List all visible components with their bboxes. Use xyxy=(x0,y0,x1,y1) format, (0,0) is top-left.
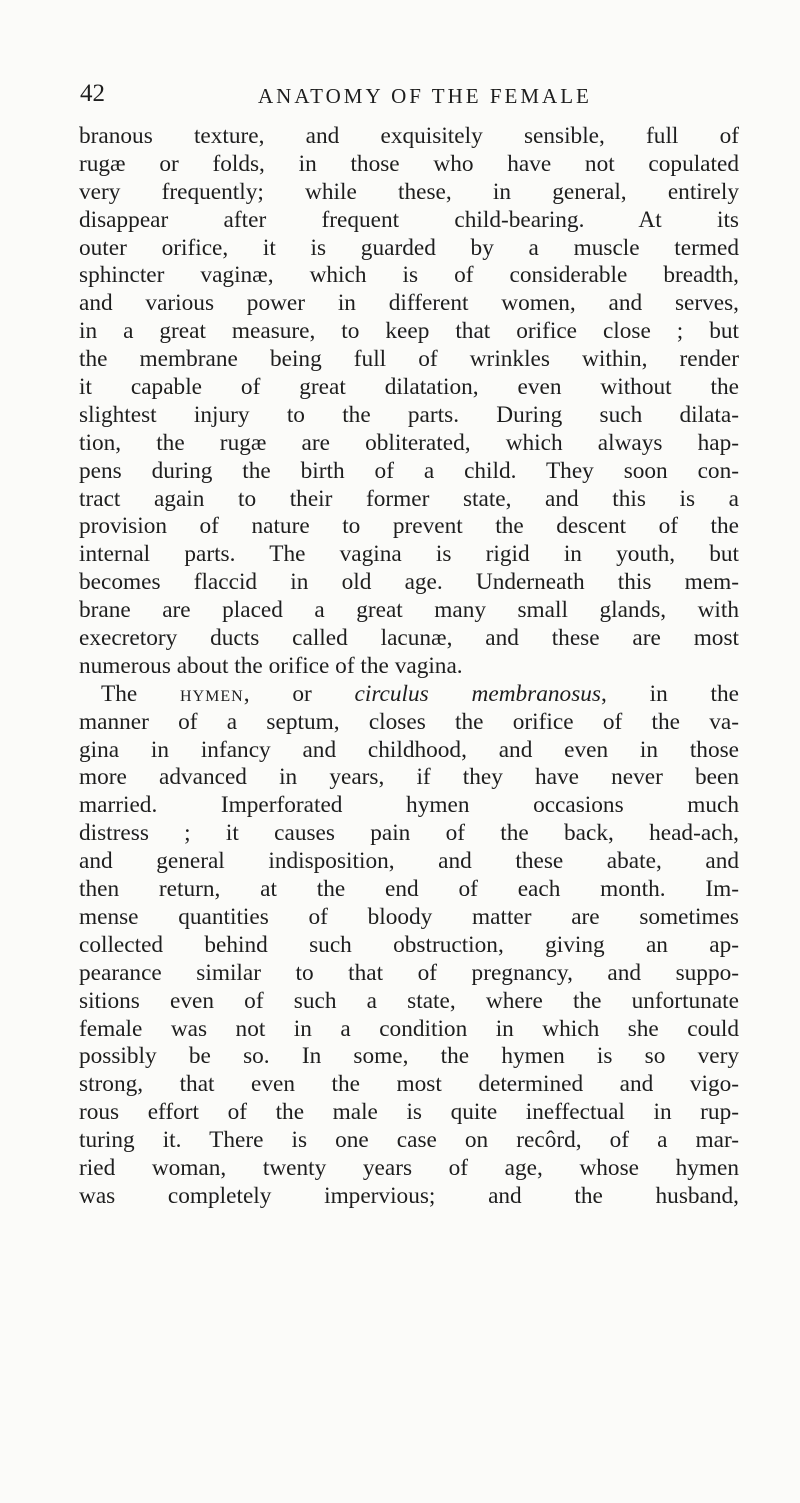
text-line: and general indisposition, and these abate, and xyxy=(79,848,739,875)
term-italic: circulus membranosus xyxy=(354,680,601,707)
text-line: pens during the birth of a child. They soon con- xyxy=(79,457,739,484)
text-line: female was not in a condition in which she could xyxy=(79,1015,739,1042)
text-line: ried woman, twenty years of age, whose hymen xyxy=(79,1154,739,1181)
text-line: internal parts. The vagina is rigid in youth, but xyxy=(79,541,739,568)
text-line: sphincter vaginæ, which is of considerable breadth, xyxy=(79,262,739,289)
text-line: mense quantities of bloody matter are sometimes xyxy=(79,903,739,930)
text-line: the membrane being full of wrinkles within, render xyxy=(79,346,739,373)
page-header xyxy=(80,80,740,120)
text-line: execretory ducts called lacunæ, and these are most xyxy=(79,625,739,652)
line-text: , in the xyxy=(600,680,739,707)
page-number: 42 xyxy=(80,80,105,107)
text-line: collected behind such obstruction, giving an ap- xyxy=(79,931,739,958)
line-text: The xyxy=(101,680,181,707)
text-line: tract again to their former state, and this is a xyxy=(79,485,739,512)
running-head: ANATOMY OF THE FEMALE xyxy=(258,84,592,108)
text-line: tion, the rugæ are obliterated, which always hap- xyxy=(79,429,739,456)
body-text xyxy=(79,123,739,1211)
paragraph-end-line: numerous about the orifice of the vagina. xyxy=(79,652,463,679)
text-line: more advanced in years, if they have never been xyxy=(79,764,739,791)
text-line: married. Imperforated hymen occasions much xyxy=(79,792,739,819)
term-small-caps: hymen xyxy=(180,680,244,707)
text-line: strong, that even the most determined and vigo- xyxy=(79,1071,739,1098)
text-line: disappear after frequent child-bearing. At its xyxy=(79,206,739,233)
text-line: then return, at the end of each month. Im- xyxy=(79,876,739,903)
text-line: in a great measure, to keep that orifice close ; but xyxy=(79,318,739,345)
text-line: rous effort of the male is quite ineffectual in rup- xyxy=(79,1099,739,1126)
line-text: , or xyxy=(243,680,355,707)
text-line: outer orifice, it is guarded by a muscle termed xyxy=(79,234,739,261)
text-line: possibly be so. In some, the hymen is so very xyxy=(79,1043,739,1070)
text-line: rugæ or folds, in those who have not copulated xyxy=(79,150,739,177)
text-line: was completely impervious; and the husband, xyxy=(79,1182,739,1209)
text-line: turing it. There is one case on recôrd, of a mar- xyxy=(79,1127,739,1154)
text-line: manner of a septum, closes the orifice of the va- xyxy=(79,708,739,735)
text-line: sitions even of such a state, where the unfortunate xyxy=(79,987,739,1014)
text-line: gina in infancy and childhood, and even in those xyxy=(79,736,739,763)
text-line: pearance similar to that of pregnancy, and suppo- xyxy=(79,959,739,986)
text-line: slightest injury to the parts. During such dilata- xyxy=(79,401,739,428)
paragraph-start-line xyxy=(79,681,739,709)
text-line: distress ; it causes pain of the back, head-ach, xyxy=(79,820,739,847)
text-line: very frequently; while these, in general, entirely xyxy=(79,178,739,205)
text-line: provision of nature to prevent the descent of the xyxy=(79,513,739,540)
text-line: it capable of great dilatation, even without the xyxy=(79,374,739,401)
text-line: and various power in different women, and serves, xyxy=(79,290,739,317)
text-line: brane are placed a great many small glands, with xyxy=(79,597,739,624)
text-line: becomes flaccid in old age. Underneath this mem- xyxy=(79,569,739,596)
text-line: branous texture, and exquisitely sensible, full of xyxy=(79,123,739,149)
